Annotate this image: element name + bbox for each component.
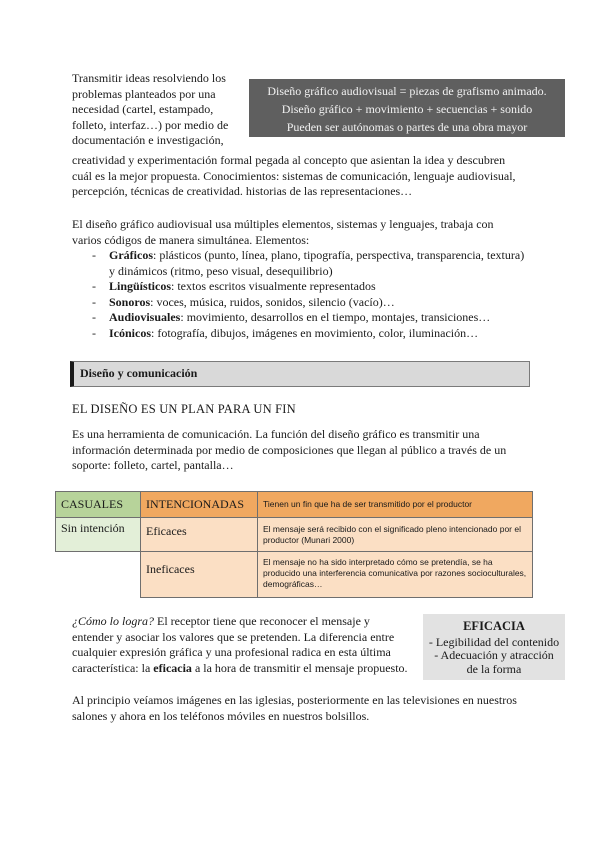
intro-line: documentación e investigación, bbox=[72, 133, 224, 147]
closing-line: salones y ahora en los teléfonos móviles en nuestros bolsillos. bbox=[72, 708, 370, 723]
item-text: : voces, música, ruidos, sonidos, silencio (vacío)… bbox=[150, 294, 395, 309]
howto-line: cualquier expresión gráfica y una profesional radica en esta última bbox=[72, 645, 391, 659]
list-item bbox=[72, 295, 542, 311]
eficacia-term: eficacia bbox=[153, 660, 192, 675]
item-term: Audiovisuales bbox=[109, 310, 181, 324]
cell-sin-intencion bbox=[56, 518, 141, 552]
item-text: : fotografía, dibujos, imágenes en movimiento, color, iluminación… bbox=[151, 325, 479, 340]
intro-line: folleto, interfaz…) por medio de bbox=[72, 117, 229, 132]
definition-line: Diseño gráfico audiovisual = piezas de grafismo animado. bbox=[267, 84, 547, 98]
intro-line: cuál es la mejor propuesta. Conocimientos: sistemas de comunicación, lenguaje audiovisual, bbox=[72, 168, 516, 183]
message-types-table bbox=[55, 491, 533, 598]
howto-text: característica: la bbox=[72, 660, 154, 675]
elements-line: varios códigos de manera simultánea. Elementos: bbox=[72, 232, 310, 247]
cell-intencionadas bbox=[141, 492, 258, 518]
intro-line: percepción, técnicas de creatividad. historias de las representaciones… bbox=[72, 184, 413, 198]
cell-casuales bbox=[56, 492, 141, 518]
item-text: : movimiento, desarrollos en el tiempo, montajes, transiciones… bbox=[180, 310, 491, 324]
item-term: Gráficos bbox=[109, 248, 153, 262]
plan-paragraph bbox=[72, 427, 542, 474]
cell-ineficaces bbox=[141, 552, 258, 598]
eficacia-title: EFICACIA bbox=[463, 619, 525, 633]
definition-line: Diseño gráfico + movimiento + secuencias + sonido bbox=[281, 102, 533, 116]
item-text: : plásticos (punto, línea, plano, tipografía, perspectiva, transparencia, textura) bbox=[153, 248, 525, 262]
cell-empty bbox=[56, 552, 141, 598]
plan-line: información determinada por medio de composiciones que llegan al público a través de un bbox=[72, 442, 507, 457]
list-item bbox=[72, 310, 542, 326]
cell-eficaces bbox=[141, 518, 258, 552]
howto-text: El receptor tiene que reconocer el mensaje y bbox=[154, 614, 370, 628]
elements-line: El diseño gráfico audiovisual usa múltiples elementos, sistemas y lenguajes, trabaja con bbox=[72, 217, 494, 231]
list-item bbox=[72, 248, 542, 279]
intro-column bbox=[72, 71, 247, 149]
section-title: Diseño y comunicación bbox=[80, 366, 198, 380]
eficaces-desc: El mensaje será recibido con el significado pleno intencionado por el productor (Munari 2000) bbox=[263, 524, 521, 545]
intro-line: necesidad (cartel, estampado, bbox=[72, 102, 214, 116]
eficacia-line: - Adecuación y atracción bbox=[434, 648, 554, 662]
cell-intencionadas-desc bbox=[258, 492, 533, 518]
item-term: Lingüísticos bbox=[109, 279, 172, 293]
list-item bbox=[72, 326, 542, 342]
item-text-cont: y dinámicos (ritmo, peso visual, desequilibrio) bbox=[109, 263, 333, 278]
howto-line: entender y asociar los valores que se pretenden. La diferencia entre bbox=[72, 629, 395, 644]
item-text: : textos escritos visualmente representados bbox=[171, 279, 376, 293]
howto-text: a la hora de transmitir el mensaje propuesto. bbox=[191, 660, 408, 675]
cell-eficaces-desc bbox=[258, 518, 533, 552]
plan-line: soporte: folleto, cartel, pantalla… bbox=[72, 458, 234, 472]
sin-intencion-label: Sin intención bbox=[61, 521, 125, 535]
elements-intro bbox=[72, 217, 542, 248]
intencionadas-desc: Tienen un fin que ha de ser transmitido por el productor bbox=[263, 499, 473, 509]
item-term: Sonoros bbox=[109, 294, 151, 309]
howto-line bbox=[72, 614, 417, 630]
elements-list bbox=[72, 248, 542, 341]
closing-line: Al principio veíamos imágenes en las iglesias, posteriormente en las televisiones en nuestros bbox=[72, 693, 517, 707]
ineficaces-desc: El mensaje no ha sido interpretado cómo se pretendía, se ha producido una interferencia comunicativa por razones socioculturales, demográficas… bbox=[263, 557, 527, 589]
ineficaces-label: Ineficaces bbox=[146, 562, 195, 576]
eficacia-line: de la forma bbox=[466, 661, 522, 676]
intencionadas-label: INTENCIONADAS bbox=[146, 497, 244, 511]
item-term: Icónicos bbox=[109, 325, 151, 340]
audiovisual-definition-box bbox=[249, 79, 565, 137]
cell-ineficaces-desc bbox=[258, 552, 533, 598]
howto-line bbox=[72, 661, 417, 677]
list-item bbox=[72, 279, 542, 295]
closing-paragraph bbox=[72, 693, 542, 724]
intro-line: creatividad y experimentación formal pegada al concepto que asientan la idea y descubren bbox=[72, 153, 506, 167]
eficaces-label: Eficaces bbox=[146, 524, 187, 538]
howto-question: ¿Cómo lo logra? bbox=[72, 614, 155, 628]
eficacia-box bbox=[423, 614, 565, 680]
howto-paragraph bbox=[72, 614, 417, 676]
definition-line: Pueden ser autónomas o partes de una obra mayor bbox=[286, 120, 528, 134]
plan-line: Es una herramienta de comunicación. La función del diseño gráfico es transmitir una bbox=[72, 427, 480, 441]
plan-heading: EL DISEÑO ES UN PLAN PARA UN FIN bbox=[72, 402, 296, 416]
intro-line: problemas planteados por una bbox=[72, 86, 216, 101]
eficacia-line: - Legibilidad del contenido bbox=[428, 634, 560, 649]
intro-line: Transmitir ideas resolviendo los bbox=[72, 71, 226, 85]
intro-continuation bbox=[72, 153, 542, 200]
casuales-label: CASUALES bbox=[61, 497, 124, 511]
section-header bbox=[70, 361, 530, 387]
